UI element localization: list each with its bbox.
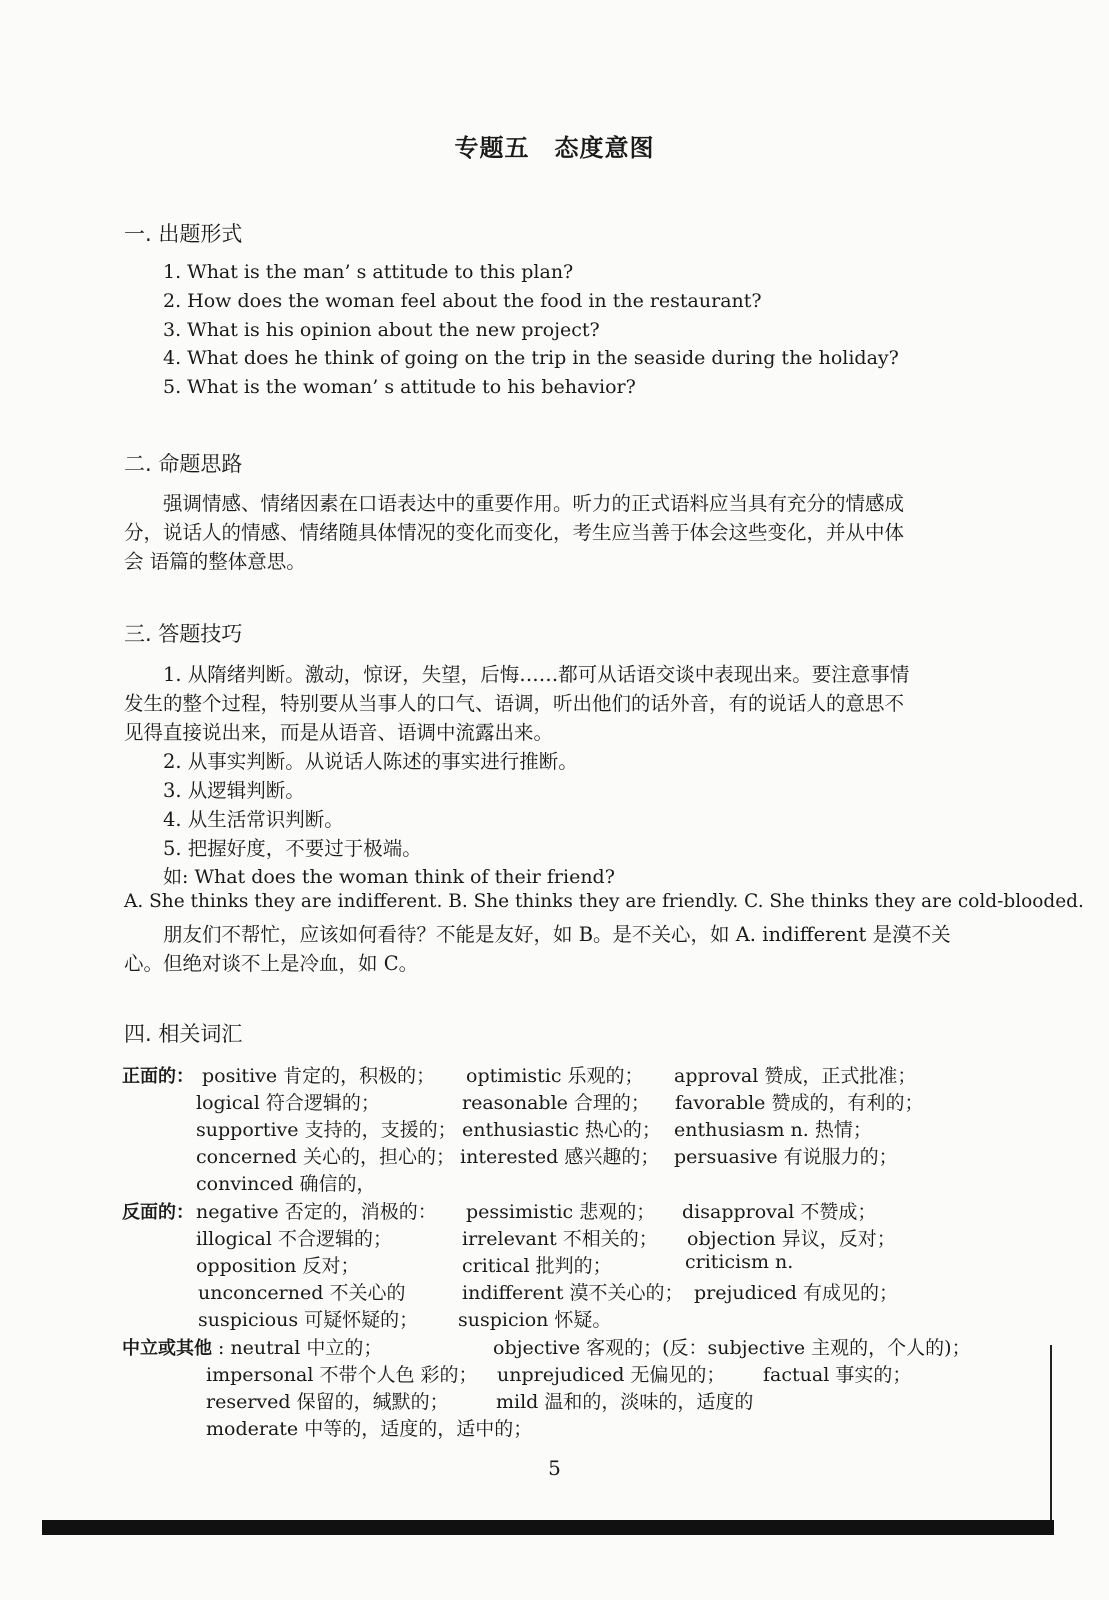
vocab-entry: logical 符合逻辑的； xyxy=(196,1092,380,1114)
vocab-entry: positive 肯定的，积极的； xyxy=(202,1065,436,1087)
vocab-entry: : neutral 中立的； xyxy=(218,1337,383,1359)
section-heading-answer-tips: 三. 答题技巧 xyxy=(124,622,243,646)
explanation-line: 心。但绝对谈不上是冷血，如 C。 xyxy=(124,952,419,975)
vocab-entry: suspicious 可疑怀疑的； xyxy=(198,1309,419,1331)
vocab-entry: critical 批判的； xyxy=(462,1255,612,1277)
page-number: 5 xyxy=(548,1456,561,1480)
vocab-entry: unprejudiced 无偏见的； xyxy=(497,1364,726,1386)
vocab-entry: pessimistic 悲观的； xyxy=(466,1201,656,1223)
vocab-entry: objective 客观的；(反：subjective 主观的，个人的)； xyxy=(493,1337,971,1359)
vocab-entry: reserved 保留的，缄默的； xyxy=(206,1391,449,1413)
vocab-label-negative: 反面的： xyxy=(122,1202,194,1223)
question-item: 5. What is the woman’ s attitude to his behavior? xyxy=(163,376,636,398)
paragraph-line: 强调情感、情绪因素在口语表达中的重要作用。听力的正式语料应当具有充分的情感成 xyxy=(163,492,905,515)
vocab-entry: negative 否定的，消极的： xyxy=(196,1201,437,1223)
vocab-entry: opposition 反对； xyxy=(196,1255,360,1277)
vocab-entry: illogical 不合逻辑的； xyxy=(196,1228,392,1250)
vocab-entry: supportive 支持的，支援的； xyxy=(196,1119,457,1141)
vocab-entry: factual 事实的； xyxy=(763,1364,912,1386)
vocab-label-positive: 正面的： xyxy=(122,1066,194,1087)
question-item: 2. How does the woman feel about the food in the restaurant? xyxy=(163,290,762,312)
vocab-entry: mild 温和的，淡味的，适度的 xyxy=(496,1391,754,1413)
paragraph-line: 分，说话人的情感、情绪随具体情况的变化而变化，考生应当善于体会这些变化，并从中体 xyxy=(124,521,905,544)
vocab-entry: optimistic 乐观的； xyxy=(466,1065,644,1087)
tip-line: 5. 把握好度，不要过于极端。 xyxy=(163,837,422,860)
vocab-entry: objection 异议，反对； xyxy=(687,1228,896,1250)
vocab-entry: persuasive 有说服力的； xyxy=(674,1146,898,1168)
explanation-line: 朋友们不帮忙，应该如何看待？不能是友好，如 B。是不关心，如 A. indifferent 是漠不关 xyxy=(163,923,951,946)
vocab-entry: interested 感兴趣的； xyxy=(460,1146,660,1168)
scan-border-right xyxy=(1050,1345,1052,1530)
scan-border-bottom xyxy=(42,1520,1054,1535)
tip-line: 4. 从生活常识判断。 xyxy=(163,808,344,831)
page-title: 专题五 态度意图 xyxy=(454,134,655,162)
section-heading-question-forms: 一. 出题形式 xyxy=(124,222,243,246)
tip-line: 1. 从隋绪判断。激动，惊讶，失望，后悔……都可从话语交谈中表现出来。要注意事情 xyxy=(163,663,910,686)
vocab-entry: reasonable 合理的； xyxy=(462,1092,650,1114)
vocab-entry: suspicion 怀疑。 xyxy=(458,1309,612,1331)
vocab-entry: irrelevant 不相关的； xyxy=(462,1228,658,1250)
paragraph-line: 会 语篇的整体意思。 xyxy=(124,550,306,573)
example-question: 如: What does the woman think of their friend? xyxy=(163,866,615,888)
vocab-entry: enthusiasm n. 热情； xyxy=(674,1119,872,1141)
question-item: 3. What is his opinion about the new project? xyxy=(163,319,600,341)
tip-line: 3. 从逻辑判断。 xyxy=(163,779,305,802)
vocab-entry: enthusiastic 热心的； xyxy=(462,1119,661,1141)
vocab-entry: concerned 关心的，担心的； xyxy=(196,1146,455,1168)
vocab-entry: approval 赞成，正式批准； xyxy=(674,1065,917,1087)
question-item: 1. What is the man’ s attitude to this plan? xyxy=(163,261,574,283)
tip-line: 2. 从事实判断。从说话人陈述的事实进行推断。 xyxy=(163,750,578,773)
tip-line: 发生的整个过程，特别要从当事人的口气、语调，听出他们的话外音，有的说话人的意思不 xyxy=(124,692,905,715)
vocab-entry: prejudiced 有成见的； xyxy=(694,1282,898,1304)
vocab-entry: criticism n. xyxy=(685,1251,794,1273)
tip-line: 见得直接说出来，而是从语音、语调中流露出来。 xyxy=(124,721,554,744)
vocab-entry: favorable 赞成的，有利的； xyxy=(675,1092,924,1114)
vocab-label-neutral: 中立或其他 xyxy=(122,1338,212,1359)
vocab-entry: impersonal 不带个人色 彩的； xyxy=(206,1364,478,1386)
vocab-entry: convinced 确信的， xyxy=(196,1173,376,1195)
vocab-entry: disapproval 不赞成； xyxy=(682,1201,877,1223)
example-options: A. She thinks they are indifferent. B. She thinks they are friendly. C. She thinks they are cold-blooded. xyxy=(124,891,1084,912)
vocab-entry: indifferent 漠不关心的； xyxy=(462,1282,684,1304)
question-item: 4. What does he think of going on the trip in the seaside during the holiday? xyxy=(163,347,899,369)
section-heading-design-ideas: 二. 命题思路 xyxy=(124,452,243,476)
section-heading-vocabulary: 四. 相关词汇 xyxy=(124,1022,243,1046)
vocab-entry: moderate 中等的，适度的，适中的； xyxy=(206,1418,533,1440)
vocab-entry: unconcerned 不关心的 xyxy=(198,1282,406,1304)
